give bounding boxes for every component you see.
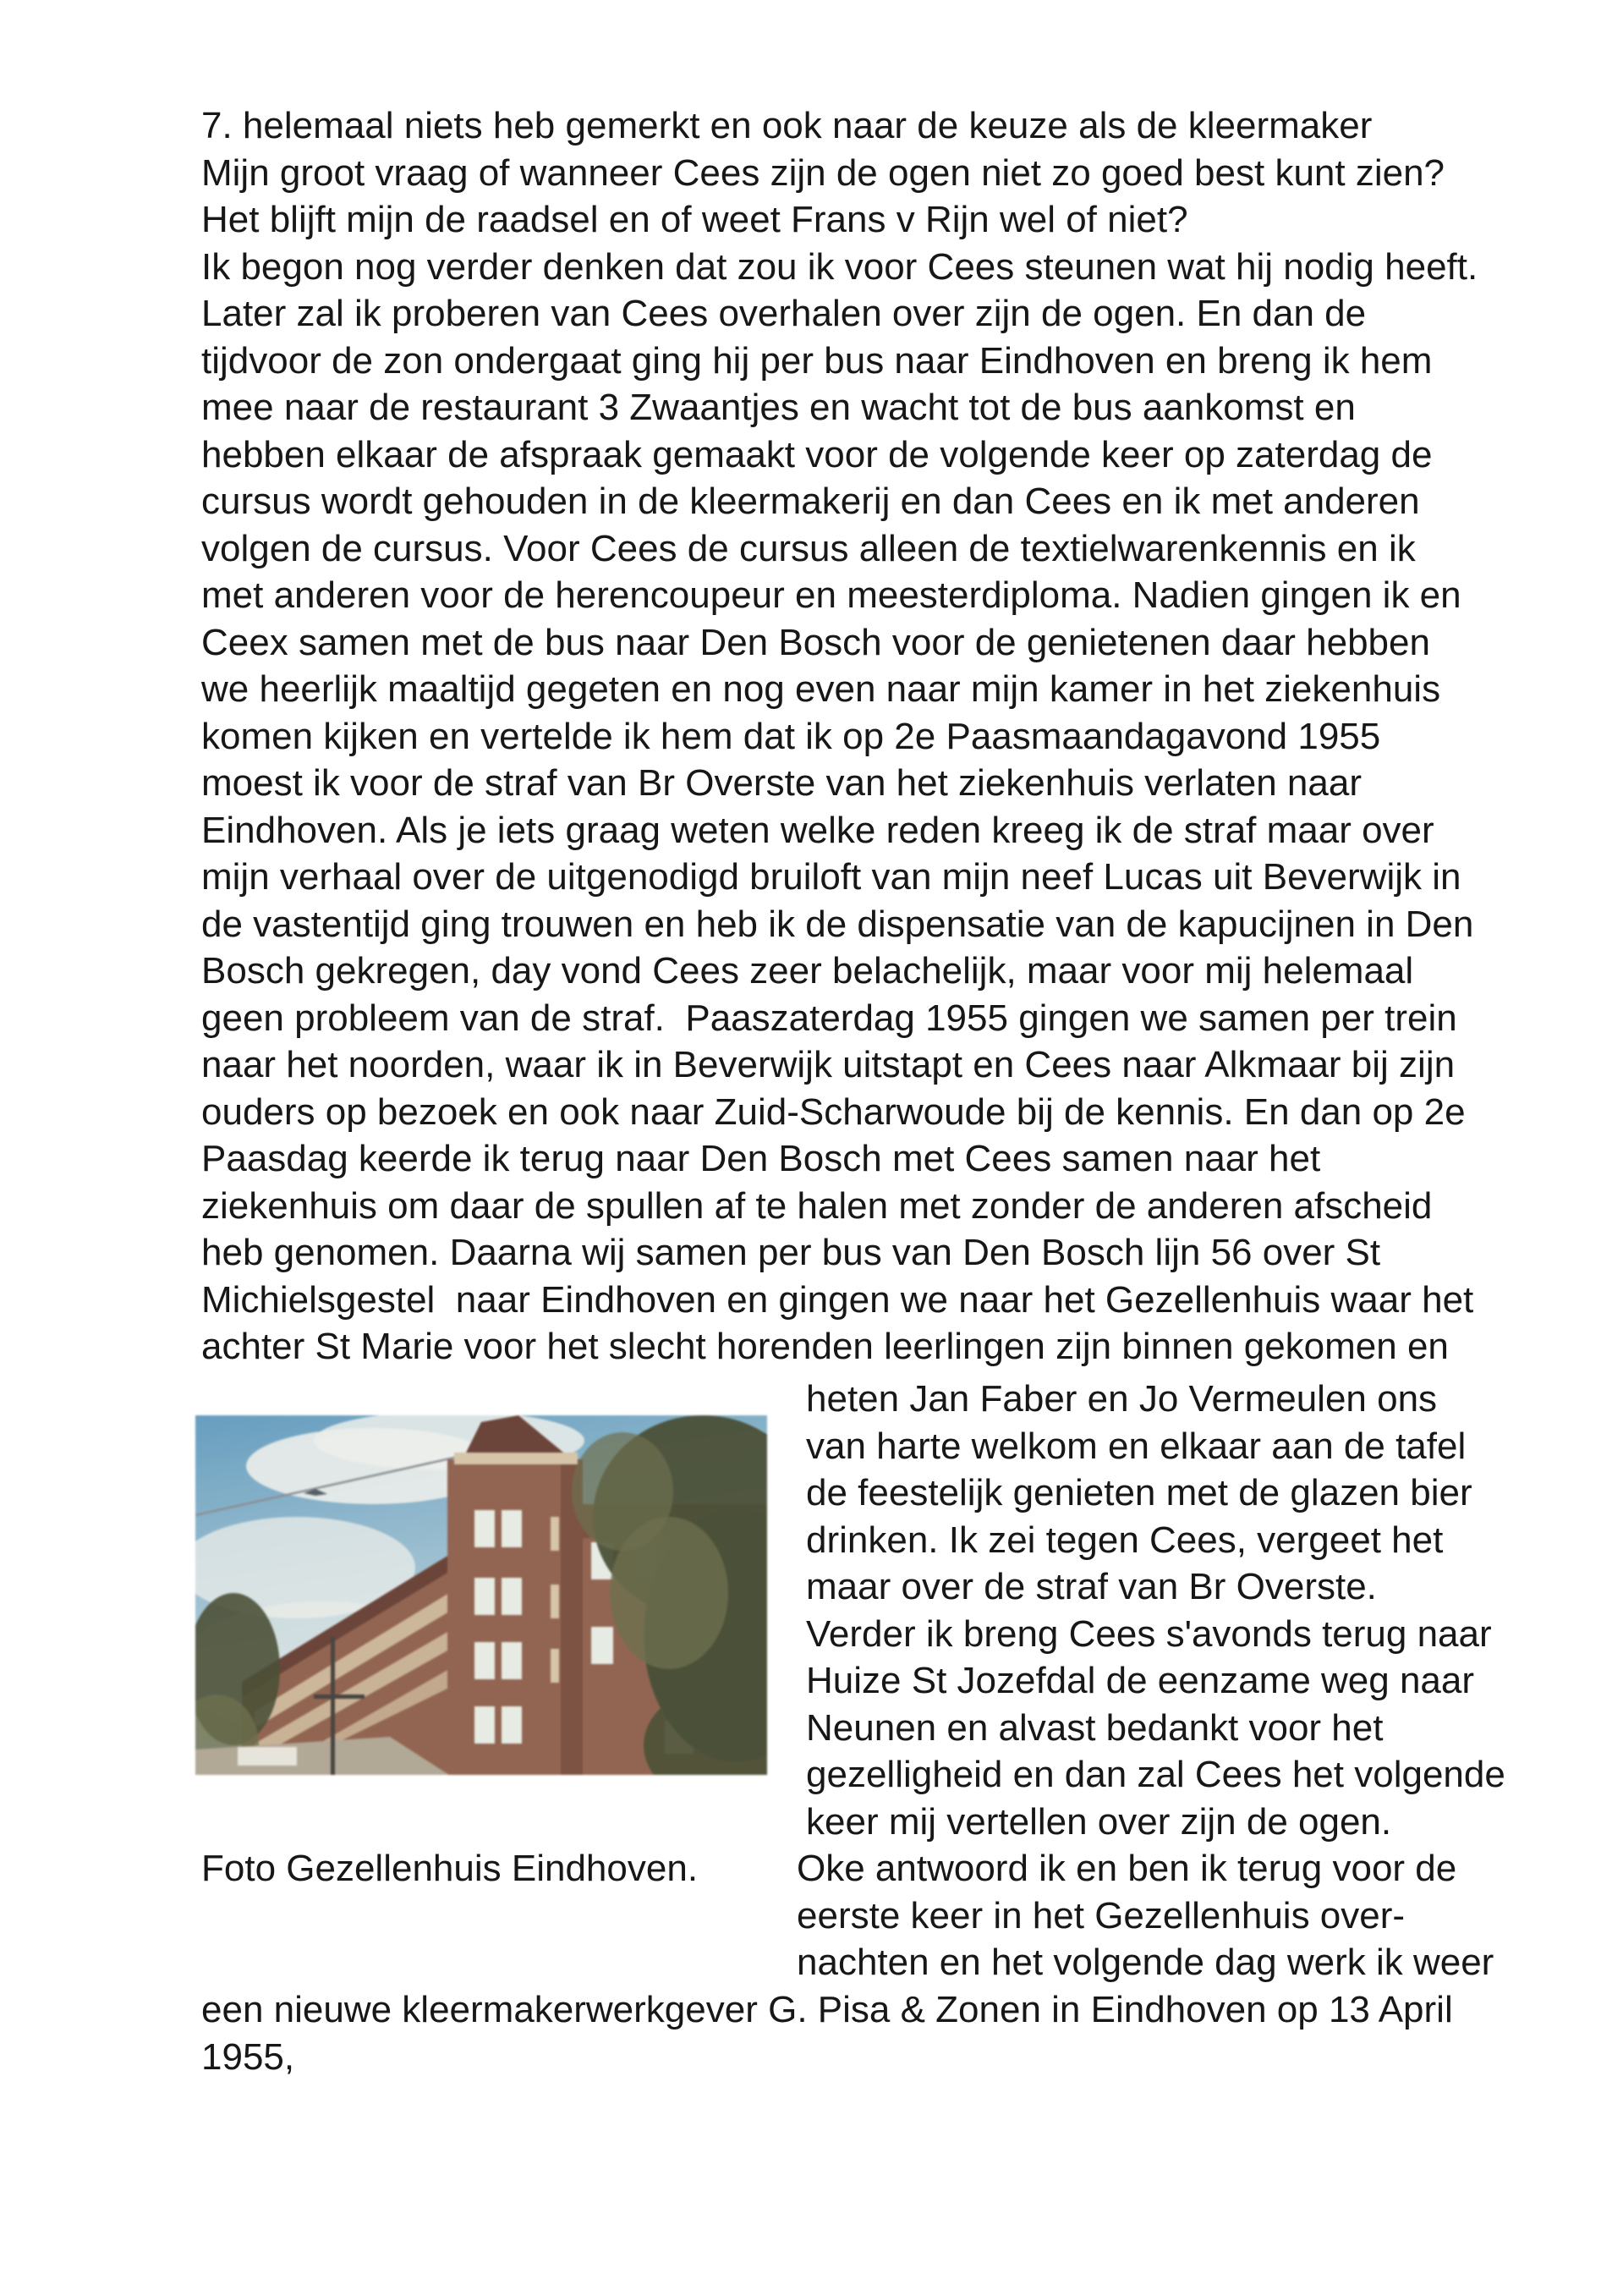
text-line: naar het noorden, waar ik in Beverwijk uitstapt en Cees naar Alkmaar bij zijn — [201, 1044, 1456, 1085]
text-line: de vastentijd ging trouwen en heb ik de dispensatie van de kapucijnen in Den — [201, 903, 1474, 945]
text-line: achter St Marie voor het slecht horenden leerlingen zijn binnen gekomen en — [201, 1326, 1449, 1367]
text-line: Paasdag keerde ik terug naar Den Bosch met Cees samen naar het — [201, 1138, 1321, 1179]
text-line: Oke antwoord ik en ben ik terug voor de — [797, 1848, 1457, 1889]
gezellenhuis-photo-illustration — [195, 1415, 767, 1775]
photo-caption: Foto Gezellenhuis Eindhoven. — [201, 1848, 699, 1889]
text-line: Huize St Jozefdal de eenzame weg naar — [806, 1660, 1475, 1701]
text-line: Ik begon nog verder denken dat zou ik voor Cees steunen wat hij nodig heeft. — [201, 245, 1478, 288]
text-line: mee naar de restaurant 3 Zwaantjes en wacht tot de bus aankomst en — [201, 387, 1356, 428]
text-line: maar over de straf van Br Overste. — [806, 1566, 1377, 1607]
text-line: tijdvoor de zon ondergaat ging hij per bus naar Eindhoven en breng ik hem — [201, 339, 1433, 382]
text-line: ouders op bezoek en ook naar Zuid-Scharwoude bij de kennis. En dan op 2e — [201, 1090, 1466, 1133]
text-line: Neunen en alvast bedankt voor het — [806, 1706, 1384, 1749]
text-line: Eindhoven. Als je iets graag weten welke reden kreeg ik de straf maar over — [201, 809, 1434, 851]
text-line: mijn verhaal over de uitgenodigd bruiloft van mijn neef Lucas uit Beverwijk in — [201, 856, 1461, 898]
gezellenhuis-photo — [195, 1415, 767, 1775]
text-line: heten Jan Faber en Jo Vermeulen ons — [806, 1378, 1438, 1420]
text-line: ziekenhuis om daar de spullen af te halen met zonder de anderen afscheid — [201, 1184, 1433, 1227]
text-line: we heerlijk maaltijd gegeten en nog even naar mijn kamer in het ziekenhuis — [201, 668, 1441, 710]
text-line: Ceex samen met de bus naar Den Bosch voor de genietenen daar hebben — [201, 621, 1430, 663]
photo-side-paragraph — [797, 1376, 1505, 1986]
text-line: geen probleem van de straf. Paaszaterdag 1955 gingen we samen per trein — [201, 997, 1457, 1039]
text-line: hebben elkaar de afspraak gemaakt voor de volgende keer op zaterdag de — [201, 433, 1433, 475]
closing-paragraph — [201, 1986, 1453, 2080]
text-line: 7. helemaal niets heb gemerkt en ook naar de keuze als de kleermaker — [201, 105, 1373, 146]
main-paragraph — [201, 102, 1478, 1370]
text-line: 1955, — [201, 2035, 295, 2078]
text-line: komen kijken en vertelde ik hem dat ik op 2e Paasmaandagavond 1955 — [201, 715, 1381, 757]
street-sign — [238, 1747, 297, 1766]
text-line: Verder ik breng Cees s'avonds terug naar — [806, 1612, 1492, 1655]
text-line: volgen de cursus. Voor Cees de cursus alleen de textielwarenkennis en ik — [201, 527, 1416, 569]
text-line: een nieuwe kleermakerwerkgever G. Pisa & Zonen in Eindhoven op 13 April — [201, 1989, 1453, 2030]
text-line: Later zal ik proberen van Cees overhalen over zijn de ogen. En dan de — [201, 293, 1367, 334]
text-line: cursus wordt gehouden in de kleermakerij en dan Cees en ik met anderen — [201, 481, 1420, 522]
text-line: de feestelijk genieten met de glazen bier — [806, 1472, 1472, 1513]
text-line: eerste keer in het Gezellenhuis over- — [797, 1894, 1406, 1936]
text-line: gezelligheid en dan zal Cees het volgende — [806, 1754, 1505, 1795]
right-block-window — [591, 1627, 613, 1664]
tower-cornice — [454, 1453, 578, 1464]
text-line: met anderen voor de herencoupeur en meesterdiploma. Nadien gingen ik en — [201, 574, 1461, 616]
text-line: van harte welkom en elkaar aan de tafel — [806, 1425, 1467, 1467]
text-line: moest ik voor de straf van Br Overste van het ziekenhuis verlaten naar — [201, 762, 1362, 804]
text-line: Het blijft mijn de raadsel en of weet Frans v Rijn wel of niet? — [201, 199, 1188, 240]
text-line: Michielsgestel naar Eindhoven en gingen we naar het Gezellenhuis waar het — [201, 1278, 1474, 1321]
text-line: nachten en het volgende dag werk ik weer — [797, 1942, 1494, 1983]
text-line: keer mij vertellen over zijn de ogen. — [806, 1800, 1392, 1843]
text-line: drinken. Ik zei tegen Cees, vergeet het — [806, 1519, 1444, 1561]
text-line: Mijn groot vraag of wanneer Cees zijn de ogen niet zo goed best kunt zien? — [201, 151, 1445, 194]
text-line: Bosch gekregen, day vond Cees zeer belachelijk, maar voor mij helemaal — [201, 950, 1414, 991]
text-line: heb genomen. Daarna wij samen per bus van Den Bosch lijn 56 over St — [201, 1232, 1381, 1273]
